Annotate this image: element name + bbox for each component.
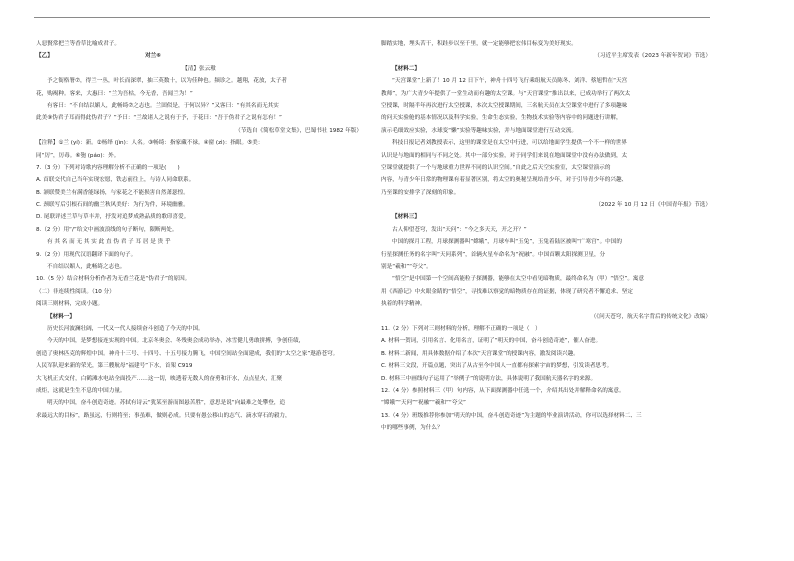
right-column	[381, 38, 711, 435]
left-text-line: 有客曰：“不自结以媚人，此畅绮⑦之志也。兰固似是，于何以异？”又客曰：“有其名而无其实	[47, 102, 279, 109]
left-text-line: 9.（2 分）用现代汉语翻译下面的句子。	[36, 251, 137, 258]
left-text-line: B. 颔联赞美兰有满香能绿扬，与家花之不能损害自然萧瑟惶。	[36, 189, 189, 196]
left-text-line: 不自结以媚人，此畅绮之志也。	[47, 264, 126, 271]
left-text-line: 花，购褐种。客来，大惠曰：“兰为吾枯，今无香，吾闻兰为！”	[36, 90, 193, 97]
right-text-line: 空课堂就提供了一个与地球重力世界不同的认识空间。”自此之后天空实验室，太空课堂演示的	[381, 164, 611, 171]
left-column	[36, 38, 362, 422]
left-text-line: 人民军队迎来新的荣光，第三艘航母“福建号”下水，首架 C919	[36, 363, 193, 370]
left-text-line: D. 尾联评述兰草与草丰并，抒发对追梦成熟品质的歌印喜爱。	[36, 214, 190, 221]
right-text-line: “嫦娥”“天问”“祝融”“羲和”“夸父”	[381, 400, 466, 407]
left-text-line: 8.（2 分）用“/”给文中画波浪线的句子断句，限断两处。	[36, 226, 178, 233]
left-text-line: 同“厉”，厉毒。⑥匏 (páo)：外。	[36, 152, 120, 159]
left-text-line: 人惡賢常把兰等香草比喻成君子。	[36, 41, 120, 47]
left-text-line: 10.（5 分）结合材料分析作者为无香兰花是“伪君子”的原因。	[36, 276, 191, 283]
right-text-line: 用《西游记》中火眼金睛的“悟空”，寻找难以察觉的暗物质存在的证据，体现了研究者不懈追求、坚定	[381, 288, 633, 295]
right-text-line: A. 材料一贺词，引用名言、化用名言，证明了“明天的中国，奋斗创造奇迹”，催人奋进。	[381, 338, 602, 345]
right-text-line: 12.（4 分）参照材料三（甲）句内容，从下面探测器中任选一个，介绍其出处并解释命名的寓意。	[381, 387, 625, 394]
left-text-line: 7.（3 分）下列对诗歌内容理解分析不正确的一项是( )	[36, 164, 180, 171]
left-text-line: 【注释】①兰 (yí)：新。②杨绎 (jìn)：人名。③畅绮：指家藏不禄。④窗 (zì)：指眼。⑤美：	[36, 140, 264, 147]
right-text-line: D. 材料三中画线句子运用了“举例子”的说明方法，具体说明了我国航天器名字的来源。	[381, 375, 597, 382]
left-text-line: 此美⑨伪君子耳而得此伪君子？”予曰：“兰故诸人之说有于予，于花曰：“吾于伪君子之说有怎有！”	[36, 115, 282, 122]
right-text-line: 13.（4 分）班级推荐你参加“明天的中国，奋斗创造奇迹”为主题的毕业演讲活动，你可以选择材料二、三	[381, 412, 642, 419]
right-text-line: （2022 年 10 月 12 日《中国青年报》节选）	[595, 202, 711, 209]
right-text-line: 空授课，时隔半年再次进行太空授课，本次太空授课期间，三名航天员在太空课堂中进行了多项趣味	[381, 102, 628, 109]
right-text-line: “天宫课堂”上新了！10 月 12 日下午，神舟十四号飞行乘组航天员陈冬、刘洋、蔡旭哲在“天宫	[392, 78, 628, 85]
right-text-line: （《问天苍穹，航天名字背后的传统文化》改编）	[590, 313, 711, 320]
right-text-line: 内容，与青少年日常的物理课有着显著区别，将太空的奥秘呈现给青少年，对于引导青少年的兴趣、	[381, 177, 628, 184]
left-text-line: 有 其 名 而 无 其 实 此 直 伪 君 子 耳 居 是 贵 乎	[47, 239, 171, 246]
left-text-line: 大飞机正式交付，白鹤滩水电站全面投产……这一切，映透着无数人的奋勇和汗水，点点星火，汇聚	[36, 375, 283, 382]
left-text-line: 创造了奥林匹克的辉煌中国。神舟十三号、十四号、十五号接力腾飞，中国空间站全面建成，我们的“太空之家”遨游苍穹。	[36, 350, 339, 357]
right-text-line: 科技日报记者刘教授表示，这里的课堂是在太空中行进，可以给地面学生提供一个不一样的世界	[392, 140, 627, 147]
right-text-line: 别是“羲和”“夸父”。	[381, 264, 432, 271]
left-text-line: 【材料一】	[47, 313, 75, 320]
right-text-line: 中的哪些事例，为什么？	[381, 425, 443, 432]
right-text-line: 的问天实验舱的基本情况以及科学实验，生命生态实验，生物技术实验等内容中的问题进行讲解，	[381, 115, 622, 122]
left-text-line: 今天的中国，是梦想接连实现的中国。北京冬奥会、冬残奥会成功举办，冰雪健儿勇敢拼搏，争创佳绩，	[47, 338, 305, 345]
right-text-line: “悟空”是中国第一个空间高能粒子探测器，能够在太空中看见暗物质，最终命名为（甲）“悟空”。寓意	[392, 276, 645, 283]
right-text-line: 执着的科学精神。	[381, 301, 426, 308]
top-rule	[34, 17, 710, 18]
right-text-line: 古人仰望苍穹，发出“天问”：“今之多天天，开之开？”	[392, 226, 527, 233]
left-text-line: （节选自《简松草堂文集》，巴蜀书社 1982 年版）	[235, 127, 362, 134]
right-text-line: B. 材料二新闻，用具体数据介绍了本次“天宫课堂”的授课内容，激发阅读兴趣。	[381, 350, 579, 357]
right-text-line: 中国的探月工程，月球探测器叫“嫦娥”，月球车叫“玉兔”，玉兔着陆区被叫“广寒宫”。中国的	[392, 239, 622, 246]
left-text-line: 【清】张云璈	[182, 65, 216, 72]
right-text-line: 认识是与地面的相同与不同之处。其中一部分实验，对于同学们来说在地面课堂中没有办法做到，太	[381, 152, 628, 159]
left-text-line: 【乙】 对兰⑥	[36, 53, 161, 60]
left-text-line: A. 首联交代自己当年实现宏愿，铁志前往上，与诗人同命联系。	[36, 177, 195, 184]
right-text-line: C. 材料三文段，开篇点题，突出了从古至今中国人一直都有探索宇宙的梦想，引发读者思考。	[381, 363, 613, 370]
right-text-line: 11.（2 分）下列对三则材料的分析，理解不正确的一项是（ ）	[381, 325, 541, 332]
right-text-line: 乃至课的安排学了深刻的印象。	[381, 189, 460, 196]
right-text-line: 脚踏实地，埋头苦干，积跬步以至千里，就一定能够把宏伟目标变为美好现实。	[381, 41, 577, 47]
left-text-line: 明天的中国，奋斗创造奇迹。苏轼有诗云“犹某至游而图悬苦胜”，意思是说“向最难之处攀登，追	[47, 400, 286, 407]
right-text-line: （习近平主席发表《2023 年新年贺词》节选）	[594, 53, 711, 60]
left-text-line: 予之衙格署⑦，得兰一丛，叶长而深翠，抽三英数十，以为佳种也。频诊之。越翔，花放，太子者	[47, 78, 287, 85]
right-text-line: 演示毛细效应实验，水球变“懒”实验等趣味实验，并与地面课堂进行互动交流。	[381, 127, 577, 134]
right-text-line: 教师”，为广大青少年提供了一堂生动而有趣的太空课。与“天宫课堂”推出以来，已成功举行了两次太	[381, 90, 631, 97]
right-text-line: 【材料三】	[392, 214, 420, 221]
right-text-line: 行星探测任务的名字叫“天问系列”，首辆火星车命名为“祝融”。中国首颗太阳探测卫星，分	[381, 251, 606, 258]
left-text-line: 阅读三则材料，完成小题。	[36, 301, 104, 308]
left-text-line: 历史长河波澜壮阔，一代又一代人接续奋斗创造了今天的中国。	[47, 325, 204, 332]
left-text-line: （二）非连续性阅读。（10 分）	[36, 288, 115, 295]
left-text-line: C. 颈联写后引根石间的幽兰秋风美好：为行为件，环境幽雅。	[36, 202, 189, 209]
left-text-line: 求最远大的目标”，路虽远，行则将至；事虽难，做则必成。只要有愚公移山的志气、滴水穿石的毅力，	[36, 412, 291, 419]
left-text-line: 成炬，这就是生生不息的中国力量。	[36, 387, 126, 394]
right-text-line: 【材料二】	[392, 65, 420, 72]
